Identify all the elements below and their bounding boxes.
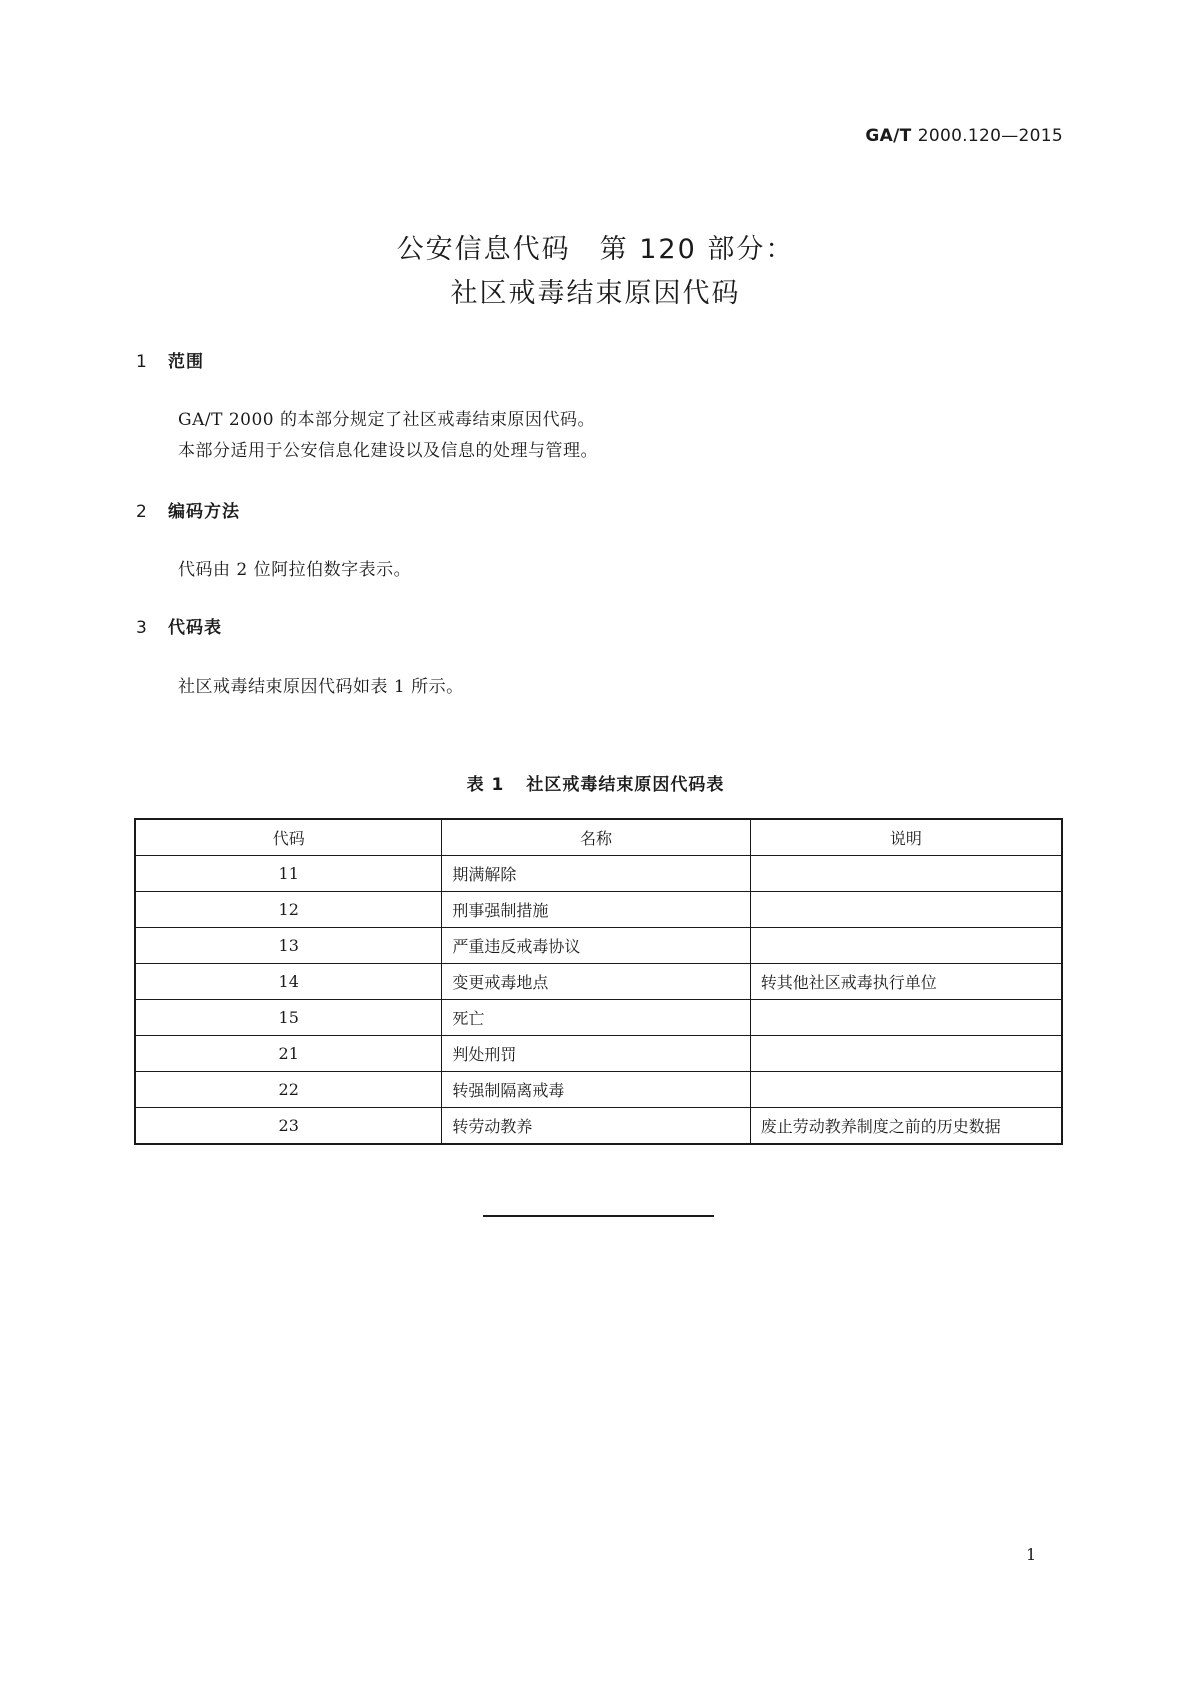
cell-name: 判处刑罚 <box>442 1036 750 1072</box>
section-title: 范围 <box>168 352 204 372</box>
cell-code: 22 <box>135 1072 442 1108</box>
cell-note <box>750 892 1062 928</box>
cell-code: 12 <box>135 892 442 928</box>
title-line-1: 公安信息代码 第 120 部分： <box>396 234 795 265</box>
table-caption <box>0 770 1191 795</box>
table-row <box>135 964 1062 1000</box>
cell-code: 14 <box>135 964 442 1000</box>
table-caption-title: 社区戒毒结束原因代码表 <box>526 775 725 795</box>
cell-code: 11 <box>135 856 442 892</box>
cell-name: 转强制隔离戒毒 <box>442 1072 750 1108</box>
header-code: 代码 <box>135 819 442 856</box>
section-number: 2 <box>136 502 148 522</box>
cell-code: 15 <box>135 1000 442 1036</box>
section-number: 3 <box>136 618 148 638</box>
cell-name: 严重违反戒毒协议 <box>442 928 750 964</box>
table-caption-label: 表 1 <box>466 775 505 795</box>
section-3-heading <box>136 613 222 638</box>
section-number: 1 <box>136 352 148 372</box>
standard-prefix: GA/T <box>865 126 912 146</box>
cell-note <box>750 1072 1062 1108</box>
standard-code <box>865 126 1063 146</box>
code-table <box>134 818 1063 1145</box>
table-row <box>135 892 1062 928</box>
table-row <box>135 1036 1062 1072</box>
header-note: 说明 <box>750 819 1062 856</box>
document-title <box>0 228 1191 316</box>
cell-name: 刑事强制措施 <box>442 892 750 928</box>
cell-note <box>750 1036 1062 1072</box>
cell-note: 转其他社区戒毒执行单位 <box>750 964 1062 1000</box>
cell-note <box>750 1000 1062 1036</box>
end-divider <box>483 1215 714 1217</box>
table-header-row <box>135 819 1062 856</box>
standard-number: 2000.120—2015 <box>917 126 1063 146</box>
header-name: 名称 <box>442 819 750 856</box>
cell-name: 死亡 <box>442 1000 750 1036</box>
section-1-heading <box>136 347 204 372</box>
cell-note <box>750 928 1062 964</box>
cell-code: 23 <box>135 1108 442 1145</box>
table-row <box>135 1000 1062 1036</box>
table-row <box>135 1072 1062 1108</box>
table-row <box>135 856 1062 892</box>
section-2-heading <box>136 497 240 522</box>
cell-name: 变更戒毒地点 <box>442 964 750 1000</box>
section-2-paragraph-1: 代码由 2 位阿拉伯数字表示。 <box>178 560 412 580</box>
table-row <box>135 1108 1062 1145</box>
cell-code: 21 <box>135 1036 442 1072</box>
cell-name: 转劳动教养 <box>442 1108 750 1145</box>
section-3-paragraph-1: 社区戒毒结束原因代码如表 1 所示。 <box>178 677 464 697</box>
cell-note: 废止劳动教养制度之前的历史数据 <box>750 1108 1062 1145</box>
section-title: 代码表 <box>168 618 222 638</box>
table-row <box>135 928 1062 964</box>
section-1-paragraph-2: 本部分适用于公安信息化建设以及信息的处理与管理。 <box>178 441 598 461</box>
page-number: 1 <box>1026 1545 1037 1564</box>
section-title: 编码方法 <box>168 502 240 522</box>
cell-code: 13 <box>135 928 442 964</box>
cell-note <box>750 856 1062 892</box>
title-line-2: 社区戒毒结束原因代码 <box>450 278 741 309</box>
cell-name: 期满解除 <box>442 856 750 892</box>
section-1-paragraph-1: GA/T 2000 的本部分规定了社区戒毒结束原因代码。 <box>178 410 595 430</box>
